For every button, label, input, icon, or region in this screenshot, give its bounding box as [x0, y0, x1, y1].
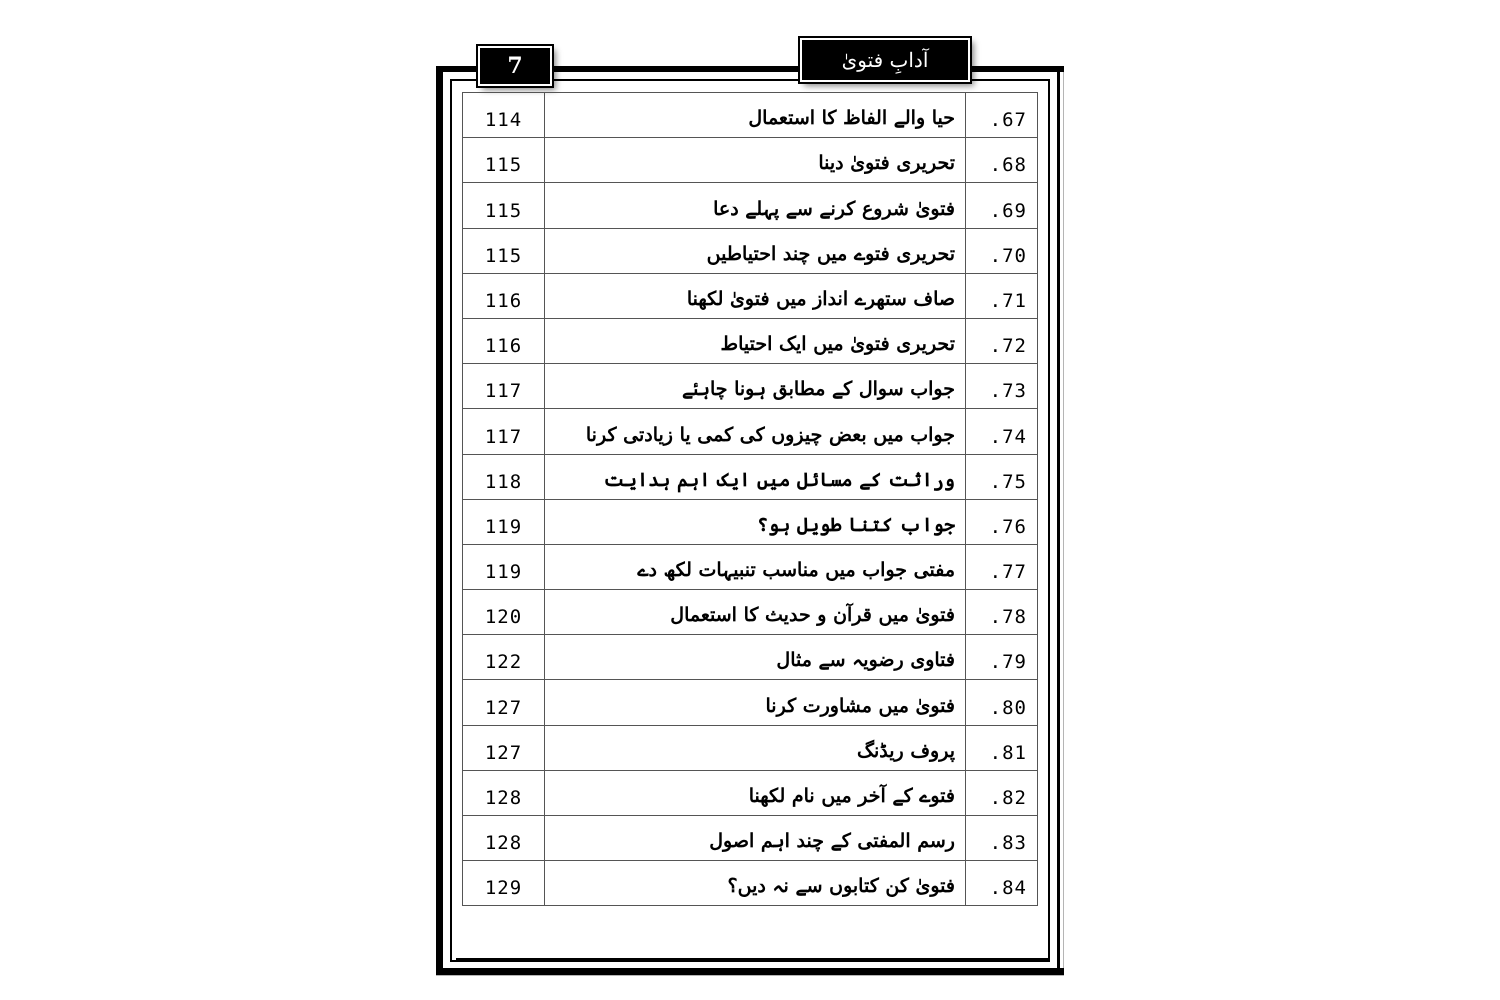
table-row — [463, 273, 1038, 318]
table-row — [463, 409, 1038, 454]
toc-entry-number: .73 — [966, 364, 1038, 409]
table-row — [463, 861, 1038, 906]
toc-page-number: 128 — [463, 770, 545, 815]
table-row — [463, 93, 1038, 138]
toc-page-number: 127 — [463, 680, 545, 725]
toc-entry-number: .81 — [966, 725, 1038, 770]
toc-page-number: 120 — [463, 590, 545, 635]
toc-entry-title: رسم المفتی کے چند اہم اصول — [545, 816, 966, 861]
frame-inner-bottom-line — [456, 958, 1048, 960]
toc-entry-title: تحریری فتوے میں چند احتیاطیں — [545, 228, 966, 273]
table-row — [463, 499, 1038, 544]
toc-entry-title: حیا والے الفاظ کا استعمال — [545, 93, 966, 138]
toc-entry-title: تحریری فتویٰ میں ایک احتیاط — [545, 318, 966, 363]
table-row — [463, 725, 1038, 770]
toc-entry-number: .72 — [966, 318, 1038, 363]
page-number-tab — [478, 46, 552, 86]
toc-entry-title: فتویٰ شروع کرنے سے پہلے دعا — [545, 183, 966, 228]
toc-entry-number: .70 — [966, 228, 1038, 273]
table-of-contents — [462, 92, 1038, 906]
toc-page-number: 127 — [463, 725, 545, 770]
table-row — [463, 364, 1038, 409]
toc-page-number: 117 — [463, 409, 545, 454]
toc-entry-title: صاف ستھرے انداز میں فتویٰ لکھنا — [545, 273, 966, 318]
table-row — [463, 816, 1038, 861]
toc-entry-title: جواب کتنا طویل ہو؟ — [545, 499, 966, 544]
toc-entry-number: .76 — [966, 499, 1038, 544]
frame-left-border — [436, 70, 443, 975]
toc-page-number: 116 — [463, 318, 545, 363]
toc-entry-number: .84 — [966, 861, 1038, 906]
toc-page-number: 116 — [463, 273, 545, 318]
toc-entry-title: فتویٰ میں مشاورت کرنا — [545, 680, 966, 725]
toc-entry-number: .75 — [966, 454, 1038, 499]
toc-entry-title: مفتی جواب میں مناسب تنبیہات لکھ دے — [545, 544, 966, 589]
table-row — [463, 318, 1038, 363]
toc-body — [463, 93, 1038, 906]
table-row — [463, 138, 1038, 183]
toc-entry-number: .67 — [966, 93, 1038, 138]
toc-entry-number: .77 — [966, 544, 1038, 589]
frame-bottom-border — [436, 968, 1064, 975]
table-row — [463, 454, 1038, 499]
toc-page-number: 119 — [463, 544, 545, 589]
book-title: آدابِ فتویٰ — [841, 48, 929, 72]
toc-page-number: 117 — [463, 364, 545, 409]
table-row — [463, 228, 1038, 273]
toc-entry-number: .82 — [966, 770, 1038, 815]
toc-entry-number: .83 — [966, 816, 1038, 861]
toc-page-number: 115 — [463, 183, 545, 228]
table-row — [463, 680, 1038, 725]
toc-entry-title: وراثت کے مسائل میں ایک اہم ہدایت — [545, 454, 966, 499]
page-number: 7 — [507, 53, 523, 79]
toc-page-number: 119 — [463, 499, 545, 544]
toc-entry-title: فتویٰ کن کتابوں سے نہ دیں؟ — [545, 861, 966, 906]
toc-entry-number: .78 — [966, 590, 1038, 635]
toc-entry-title: جواب میں بعض چیزوں کی کمی یا زیادتی کرنا — [545, 409, 966, 454]
book-title-tab — [800, 38, 970, 82]
toc-page-number: 115 — [463, 228, 545, 273]
toc-entry-title: جواب سوال کے مطابق ہونا چاہئے — [545, 364, 966, 409]
toc-entry-number: .80 — [966, 680, 1038, 725]
toc-entry-number: .68 — [966, 138, 1038, 183]
toc-entry-number: .74 — [966, 409, 1038, 454]
toc-page-number: 122 — [463, 635, 545, 680]
toc-entry-title: فتاوی رضویہ سے مثال — [545, 635, 966, 680]
toc-entry-number: .71 — [966, 273, 1038, 318]
frame-right-border — [1057, 72, 1060, 972]
toc-page-number: 118 — [463, 454, 545, 499]
toc-page-number: 115 — [463, 138, 545, 183]
toc-entry-title: فتویٰ میں قرآن و حدیث کا استعمال — [545, 590, 966, 635]
toc-page-number: 114 — [463, 93, 545, 138]
toc-page-number: 128 — [463, 816, 545, 861]
table-row — [463, 770, 1038, 815]
toc-entry-title: تحریری فتویٰ دینا — [545, 138, 966, 183]
toc-entry-title: فتوے کے آخر میں نام لکھنا — [545, 770, 966, 815]
table-row — [463, 590, 1038, 635]
toc-page-number: 129 — [463, 861, 545, 906]
table-row — [463, 183, 1038, 228]
table-row — [463, 544, 1038, 589]
toc-entry-title: پروف ریڈنگ — [545, 725, 966, 770]
toc-entry-number: .79 — [966, 635, 1038, 680]
toc-entry-number: .69 — [966, 183, 1038, 228]
table-row — [463, 635, 1038, 680]
